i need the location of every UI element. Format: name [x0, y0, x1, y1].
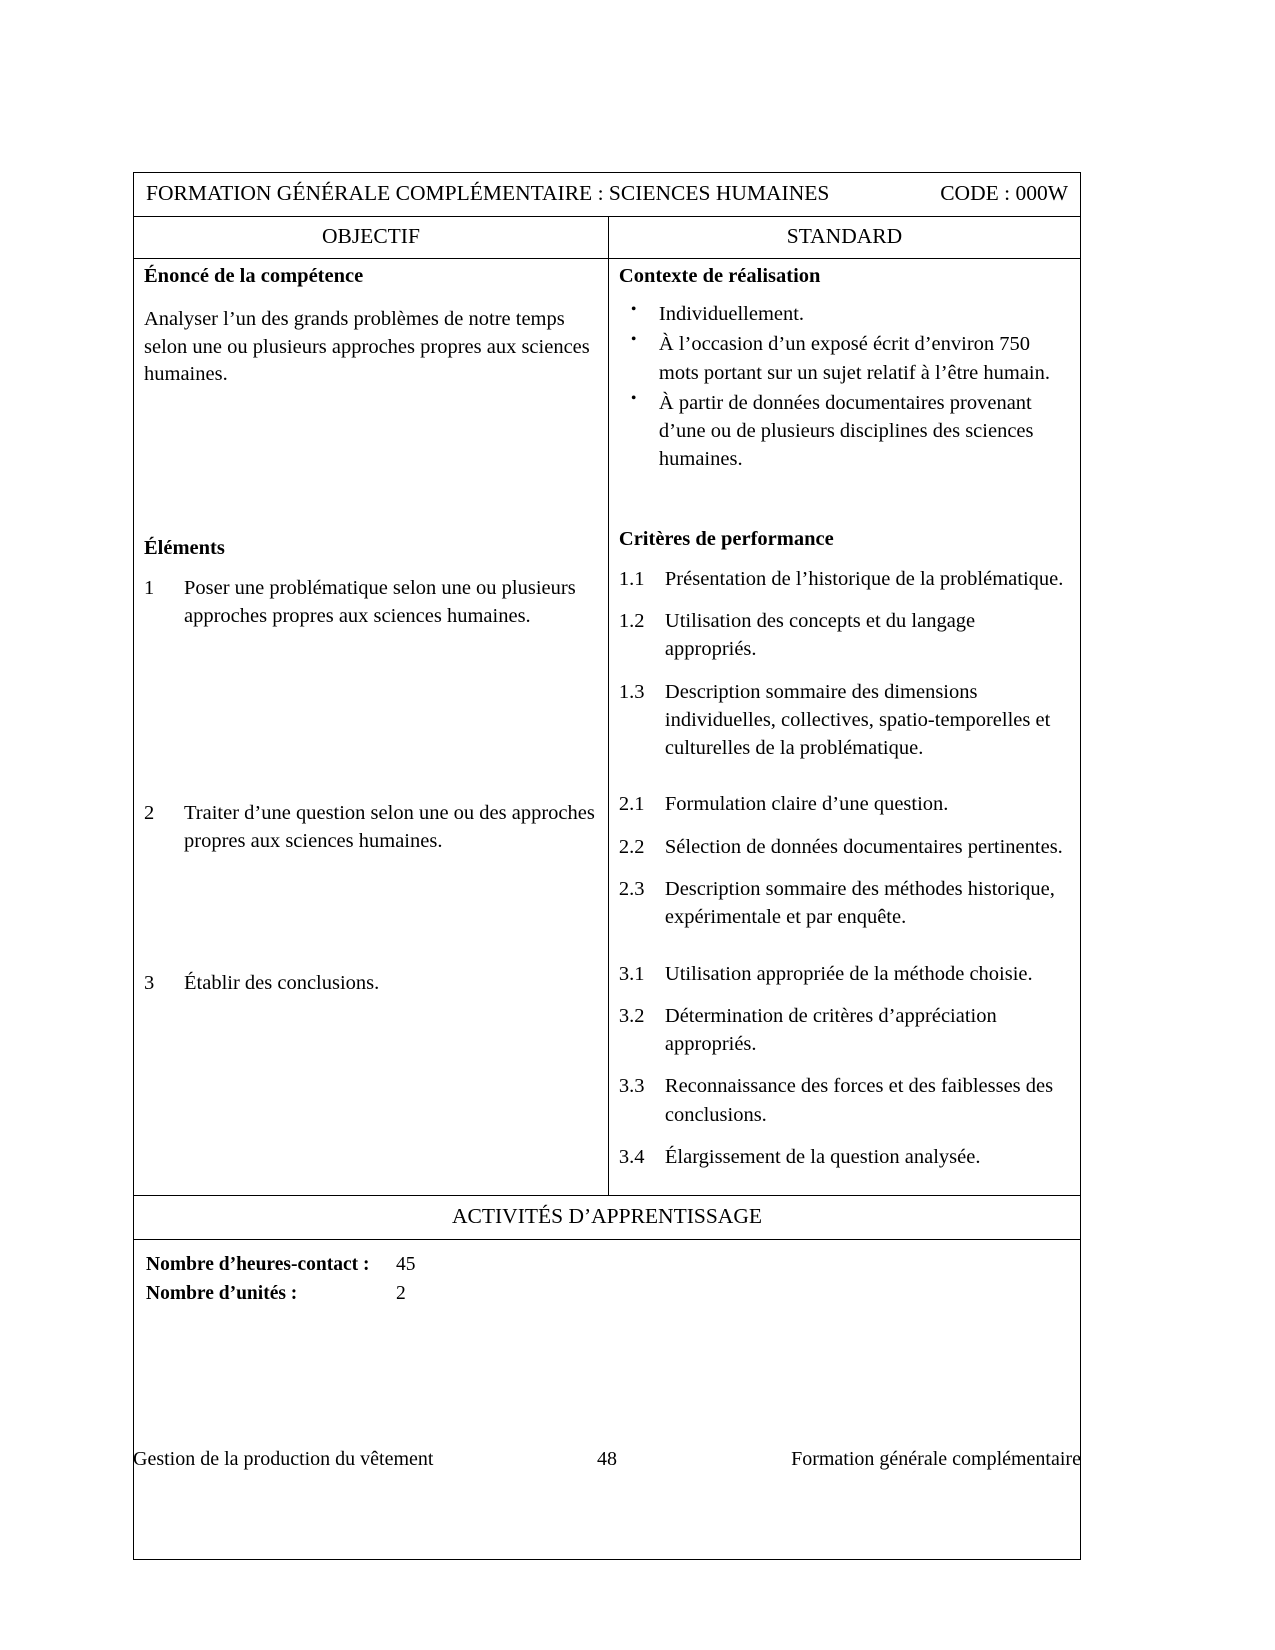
- hours-contact-label: Nombre d’heures-contact :: [146, 1254, 370, 1276]
- critere-text: Utilisation des concepts et du langage appropriés.: [664, 609, 976, 661]
- objectif-column: [134, 259, 609, 1195]
- critere-text: Formulation claire d’une question.: [664, 793, 949, 816]
- column-heading-objectif: OBJECTIF: [134, 217, 609, 258]
- critere-number: 3.3: [618, 1075, 645, 1098]
- critere-item: [619, 1143, 1070, 1171]
- critere-text: Description sommaire des dimensions individuelles, collectives, spatio-temporelles et culturelles de la problématique.: [664, 680, 1051, 760]
- critere-number: 1.2: [618, 609, 645, 632]
- spacer: [144, 564, 598, 574]
- element-text: Traiter d’une question selon une ou des approches propres aux sciences humaines.: [184, 801, 595, 852]
- spacer: [619, 946, 1070, 960]
- critere-item: [619, 607, 1070, 664]
- units-value: 2: [396, 1283, 406, 1305]
- critere-item: [619, 1002, 1070, 1059]
- critere-text: Élargissement de la question analysée.: [664, 1145, 981, 1168]
- critere-item: [619, 790, 1070, 818]
- spacer: [144, 881, 598, 969]
- element-item: [144, 799, 598, 856]
- competency-table: [133, 172, 1081, 1560]
- critere-number: 2.3: [618, 877, 645, 900]
- criteres-group: [619, 960, 1070, 1172]
- critere-text: Reconnaissance des forces et des faiblesses des conclusions.: [664, 1075, 1054, 1126]
- critere-number: 3.4: [618, 1145, 645, 1168]
- page-footer: [133, 1448, 1081, 1471]
- enonce-text: Analyser l’un des grands problèmes de notre temps selon une ou plusieurs approches propres aux sciences humaines.: [144, 308, 590, 386]
- spacer: [619, 776, 1070, 790]
- critere-number: 1.3: [618, 680, 645, 703]
- contexte-item: • À partir de données documentaires provenant d’une ou de plusieurs disciplines des sciences humaines.: [619, 389, 1070, 474]
- spacer: [619, 476, 1070, 528]
- criteres-group: [619, 565, 1070, 763]
- critere-number: 1.1: [618, 567, 645, 590]
- activities-heading: ACTIVITÉS D’APPRENTISSAGE: [134, 1196, 1080, 1240]
- critere-item: [619, 960, 1070, 988]
- critere-text: Utilisation appropriée de la méthode choisie.: [664, 962, 1033, 985]
- footer-right: Formation générale complémentaire: [791, 1448, 1081, 1470]
- spacer: [619, 555, 1070, 565]
- spacer: [144, 389, 598, 537]
- critere-item: [619, 1072, 1070, 1129]
- spacer: [144, 292, 598, 306]
- table-header-band: [134, 173, 1080, 217]
- hours-contact-row: [146, 1250, 1068, 1279]
- hours-contact-value: 45: [396, 1254, 416, 1276]
- critere-text: Détermination de critères d’appréciation appropriés.: [664, 1004, 997, 1056]
- element-number: 2: [144, 801, 155, 824]
- critere-text: Description sommaire des méthodes historique, expérimentale et par enquête.: [664, 877, 1055, 929]
- blank-area: [146, 1309, 1068, 1559]
- critere-number: 2.1: [618, 793, 645, 816]
- criteres-title: Critères de performance: [618, 527, 834, 550]
- contexte-title: Contexte de réalisation: [618, 265, 821, 287]
- enonce-title: Énoncé de la compétence: [144, 265, 364, 287]
- spacer: [144, 657, 598, 799]
- critere-number: 2.2: [618, 835, 645, 858]
- element-number: 1: [144, 577, 155, 600]
- element-text: Établir des conclusions.: [184, 972, 380, 995]
- critere-number: 3.2: [618, 1004, 645, 1027]
- column-headings-row: [134, 217, 1080, 259]
- standard-column: [609, 259, 1080, 1195]
- contexte-item: • Individuellement.: [619, 300, 1070, 328]
- contexte-item: • À l’occasion d’un exposé écrit d’environ 750 mots portant sur un sujet relatif à l’être humain.: [619, 330, 1070, 387]
- column-heading-standard: STANDARD: [786, 224, 903, 248]
- header-title: FORMATION GÉNÉRALE COMPLÉMENTAIRE : SCIENCES HUMAINES: [146, 181, 830, 205]
- header-code: CODE : 000W: [940, 181, 1068, 205]
- footer-page-number: 48: [596, 1448, 617, 1470]
- critere-text: Sélection de données documentaires pertinentes.: [664, 835, 1063, 858]
- element-item: [144, 969, 598, 997]
- element-number: 3: [144, 972, 155, 995]
- units-label: Nombre d’unités :: [146, 1283, 298, 1305]
- main-content-row: [134, 259, 1080, 1196]
- units-row: [146, 1279, 1068, 1308]
- critere-item: [619, 678, 1070, 763]
- critere-text: Présentation de l’historique de la problématique.: [664, 567, 1064, 590]
- critere-item: [619, 565, 1070, 593]
- critere-item: [619, 833, 1070, 861]
- critere-item: [619, 875, 1070, 932]
- activities-details: [134, 1240, 1080, 1559]
- footer-left: Gestion de la production du vêtement: [133, 1448, 434, 1470]
- criteres-group: [619, 790, 1070, 931]
- contexte-list: [619, 300, 1070, 474]
- element-item: [144, 574, 598, 631]
- critere-number: 3.1: [618, 962, 645, 985]
- elements-title: Éléments: [144, 537, 225, 560]
- element-text: Poser une problématique selon une ou plusieurs approches propres aux sciences humaines.: [184, 577, 576, 628]
